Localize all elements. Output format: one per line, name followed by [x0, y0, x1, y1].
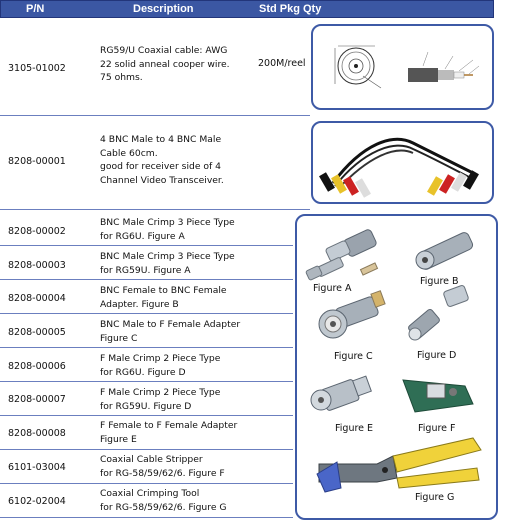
- header-pn: P/N: [26, 3, 45, 15]
- desc-line: BNC Female to BNC Female: [100, 285, 227, 296]
- row-divider: [0, 449, 293, 450]
- row-pn: 3105-01002: [8, 63, 66, 74]
- desc-line: Coaxial Cable Stripper: [100, 454, 203, 465]
- row-description: [100, 453, 225, 480]
- desc-line: for RG59U. Figure A: [100, 264, 191, 276]
- desc-line: for RG59U. Figure D: [100, 400, 192, 412]
- row-divider: [0, 483, 293, 484]
- row-pn: 8208-00007: [8, 394, 66, 405]
- bnc-connectors-left-icon: [319, 172, 371, 198]
- desc-line: F Male Crimp 2 Piece Type: [100, 353, 221, 364]
- row-description: [100, 419, 237, 446]
- desc-line: Coaxial Crimping Tool: [100, 488, 200, 499]
- desc-line: 75 ohms.: [100, 72, 143, 83]
- desc-line: for RG-58/59/62/6. Figure G: [100, 501, 227, 513]
- figure-f-label: Figure F: [418, 423, 456, 434]
- row-description: [100, 250, 235, 277]
- row-pn: 8208-00004: [8, 293, 66, 304]
- row-pn: 8208-00008: [8, 428, 66, 439]
- row-description: [100, 216, 235, 243]
- bnc-connectors-icon: [306, 229, 378, 281]
- crimp-tool-icon: [317, 438, 481, 492]
- row-description: [100, 386, 220, 413]
- row-description: [100, 133, 224, 187]
- row-description: [100, 352, 220, 379]
- row-description: [100, 44, 230, 85]
- row-divider: [0, 209, 310, 210]
- row-divider: [0, 415, 293, 416]
- header-description: Description: [133, 3, 194, 15]
- bnc-cable-assembly-icon: [313, 123, 492, 202]
- bnc-female-adapter-icon: [416, 231, 474, 271]
- f-crimp-connector-icon: [407, 285, 469, 340]
- row-pn: 8208-00002: [8, 226, 66, 237]
- header-qty: Std Pkg Qty: [259, 3, 322, 15]
- row-description: [100, 487, 227, 514]
- row-divider: [0, 517, 293, 518]
- desc-line: for RG-58/59/62/6. Figure F: [100, 467, 225, 479]
- desc-line: BNC Male Crimp 3 Piece Type: [100, 251, 235, 262]
- row-description: [100, 318, 240, 345]
- desc-line: F Male Crimp 2 Piece Type: [100, 387, 221, 398]
- connectors-figure-panel: [295, 214, 498, 520]
- row-pn: 6101-03004: [8, 462, 66, 473]
- row-divider: [0, 313, 293, 314]
- bnc-connectors-right-icon: [427, 170, 479, 196]
- desc-line: Channel Video Transceiver.: [100, 174, 224, 186]
- f-female-adapter-icon: [311, 376, 371, 411]
- row-qty: 200M/reel: [258, 58, 306, 69]
- desc-line: 4 BNC Male to 4 BNC Male: [100, 134, 222, 145]
- desc-line: BNC Male to F Female Adapter: [100, 319, 241, 330]
- row-pn: 8208-00005: [8, 327, 66, 338]
- coax-cable-figure: [311, 24, 494, 110]
- desc-line: good for receiver side of 4: [100, 161, 222, 172]
- row-pn: 8208-00006: [8, 361, 66, 372]
- connectors-illustration: [297, 216, 496, 518]
- desc-line: Figure E: [100, 433, 137, 445]
- row-pn: 8208-00001: [8, 156, 66, 167]
- desc-line: Adapter. Figure B: [100, 298, 179, 310]
- coax-cable-diagram-icon: [313, 26, 492, 108]
- bnc-to-f-adapter-icon: [319, 291, 385, 338]
- table-header: [0, 0, 494, 18]
- row-divider: [0, 279, 293, 280]
- desc-line: RG59/U Coaxial cable: AWG: [100, 45, 228, 56]
- cable-stripper-icon: [403, 380, 473, 412]
- row-description: [100, 284, 227, 311]
- desc-line: 22 solid anneal cooper wire.: [100, 58, 230, 70]
- row-divider: [0, 347, 293, 348]
- row-divider: [0, 115, 310, 116]
- figure-b-label: Figure B: [420, 276, 459, 287]
- row-pn: 8208-00003: [8, 260, 66, 271]
- desc-line: F Female to F Female Adapter: [100, 420, 238, 431]
- desc-line: for RG6U. Figure D: [100, 366, 186, 378]
- figure-c-label: Figure C: [334, 351, 373, 362]
- desc-line: Cable 60cm.: [100, 147, 158, 159]
- row-divider: [0, 381, 293, 382]
- figure-e-label: Figure E: [335, 423, 374, 434]
- desc-line: for RG6U. Figure A: [100, 230, 185, 242]
- row-divider: [0, 245, 293, 246]
- desc-line: Figure C: [100, 332, 138, 344]
- figure-a-label: Figure A: [313, 283, 352, 294]
- row-pn: 6102-02004: [8, 496, 66, 507]
- desc-line: BNC Male Crimp 3 Piece Type: [100, 217, 235, 228]
- figure-g-label: Figure G: [415, 492, 455, 503]
- figure-d-label: Figure D: [417, 350, 457, 361]
- bnc-cable-figure: [311, 121, 494, 204]
